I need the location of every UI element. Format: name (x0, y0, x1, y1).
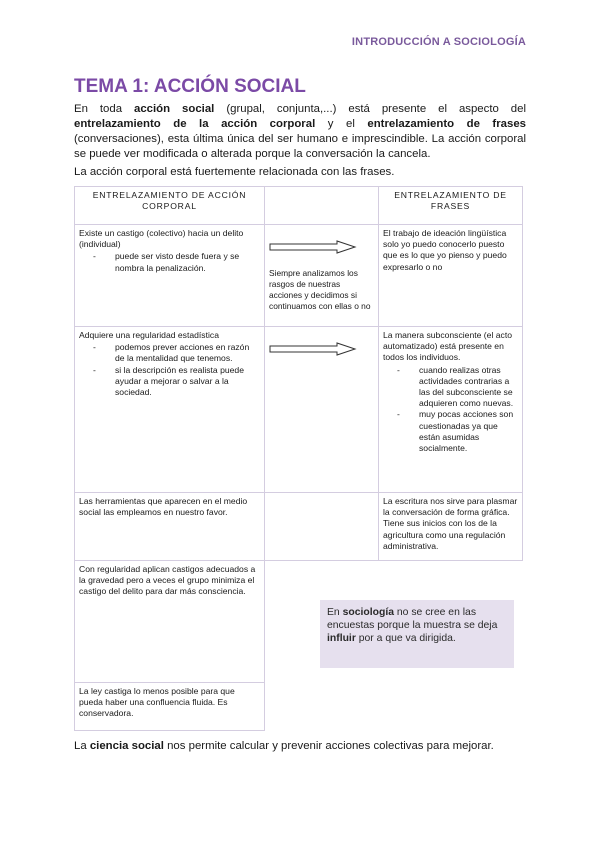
row2-frases-list (397, 365, 518, 455)
intro-text-2: (grupal, conjunta,...) está presente el aspecto del (214, 103, 526, 115)
intro-text-3: y el (315, 118, 368, 130)
list-item: - podemos prever acciones en razón de la mentalidad que tenemos. (93, 342, 260, 364)
col-header-empty (265, 187, 379, 225)
table-row (75, 683, 523, 731)
row2-corporal-text: Adquiere una regularidad estadística (79, 330, 219, 340)
intro-bold-2: entrelazamiento de la acción corporal (74, 118, 316, 130)
note-bold-2: influir (327, 633, 356, 644)
note-text-3: por a que va dirigida. (355, 633, 456, 644)
list-item: - si la descripción es realista puede ayudar a mejorar o salvar a la sociedad. (93, 365, 260, 399)
row1-middle-cell (265, 225, 379, 327)
row3-frases-cell: La escritura nos sirve para plasmar la conversación de forma gráfica. Tiene sus inicios con los de la agricultura como una regulación administrativa. (379, 493, 523, 561)
table-row (75, 493, 523, 561)
row2-middle-cell (265, 327, 379, 493)
page-header: INTRODUCCIÓN A SOCIOLOGÍA (351, 36, 526, 48)
table-row (75, 225, 523, 327)
note-bold-1: sociología (342, 607, 394, 618)
right-arrow-icon (269, 342, 357, 356)
note-text-2: no se cree en las encuestas porque la muestra se deja (327, 607, 498, 631)
note-text-1: En (327, 607, 343, 618)
intro-bold-3: entrelazamiento de frases (367, 118, 526, 130)
row1-middle-text: Siempre analizamos los rasgos de nuestras acciones y decidimos si continuamos con ellas o no (269, 268, 371, 311)
sociology-note-box (320, 600, 514, 668)
intro-text-4: (conversaciones), esta última única del ser humano e imprescindible. La acción corporal se puede ver modificada o alterada porque la conversación la cancela. (74, 133, 526, 160)
footer-text-1: La (74, 740, 90, 752)
row2-corporal-cell (75, 327, 265, 493)
row5-corporal-cell: La ley castiga lo menos posible para que pueda haber una confluencia fluida. Es conservadora. (75, 683, 265, 731)
intro-paragraph (74, 102, 526, 162)
intro-text-1: En toda (74, 103, 135, 115)
row3-corporal-cell: Las herramientas que aparecen en el medio social las empleamos en nuestro favor. (75, 493, 265, 561)
footer-text-2: nos permite calcular y prevenir acciones colectivas para mejorar. (163, 740, 494, 752)
relation-sentence: La acción corporal está fuertemente relacionada con las frases. (74, 166, 395, 178)
row3-middle-cell (265, 493, 379, 561)
row1-corporal-cell (75, 225, 265, 327)
col-header-corporal: ENTRELAZAMIENTO DE ACCIÓN CORPORAL (75, 187, 265, 225)
list-item: - muy pocas acciones son cuestionadas ya que están asumidas socialmente. (397, 409, 518, 454)
page-title: TEMA 1: ACCIÓN SOCIAL (74, 76, 306, 97)
row1-corporal-list (93, 251, 260, 273)
row2-frases-cell (379, 327, 523, 493)
intro-bold-1: acción social (134, 103, 215, 115)
row4-corporal-cell: Con regularidad aplican castigos adecuados a la gravedad pero a veces el grupo minimiza el castigo del delito para dar más consciencia. (75, 561, 265, 683)
list-item: - puede ser visto desde fuera y se nombra la penalización. (93, 251, 260, 273)
col-header-frases: ENTRELAZAMIENTO DE FRASES (379, 187, 523, 225)
table-row (75, 327, 523, 493)
footer-sentence (74, 740, 494, 752)
row1-frases-cell: El trabajo de ideación lingüística solo yo puedo conocerlo puesto que es lo que yo pienso y puedo expresarlo o no (379, 225, 523, 327)
row2-frases-text: La manera subconsciente (el acto automatizado) está presente en todos los individuos. (383, 330, 512, 363)
footer-bold-1: ciencia social (89, 740, 164, 752)
row2-corporal-list (93, 342, 260, 398)
right-arrow-icon (269, 240, 357, 254)
list-item: - cuando realizas otras actividades contrarias a las del subconsciente se adquieren como nuevas. (397, 365, 518, 410)
row1-corporal-text: Existe un castigo (colectivo) hacia un delito (individual) (79, 228, 244, 250)
table-header-row (75, 187, 523, 225)
